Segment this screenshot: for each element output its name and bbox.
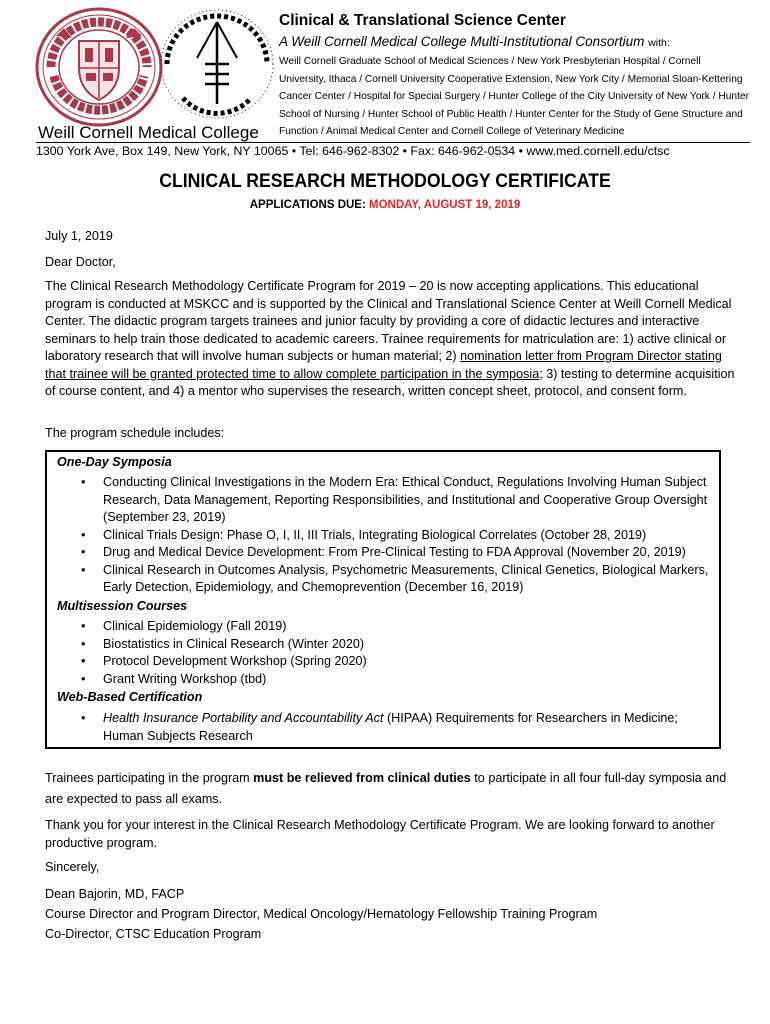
closing: Sincerely, [45, 860, 100, 874]
list-item: • Grant Writing Workshop (tbd) [47, 671, 712, 689]
due-date: MONDAY, AUGUST 19, 2019 [369, 199, 521, 211]
letter-date: July 1, 2019 [45, 229, 113, 243]
memorial-sloan-kettering-logo [157, 6, 277, 122]
weill-cornell-seal-logo [34, 6, 164, 128]
list-item: • Conducting Clinical Investigations in the Modern Era: Ethical Conduct, Regulations Involving Human Subject Research, Data Management, Reporting Responsibilities, and Institutional and Cooperative Group Oversight (September 23, 2019) [47, 474, 712, 527]
intro-underlined: nomination letter from Program Director stating that trainee will be granted protected time to allow complete participation in the symposia [45, 349, 722, 381]
list-item: • Clinical Trials Design: Phase O, I, II, III Trials, Integrating Biological Correlates (October 28, 2019) [47, 527, 712, 545]
letterhead-header [279, 10, 749, 141]
signer-title: Course Director and Program Director, Medical Oncology/Hematology Fellowship Training Program [45, 907, 598, 921]
program-schedule-box [45, 450, 721, 749]
trainees-bold: must be relieved from clinical duties [253, 771, 471, 785]
intro-paragraph [45, 278, 735, 401]
header-divider [36, 142, 750, 143]
intro-part-2: ; 3) testing to determine acquisition of course content, and 4) a mentor who supervises the research, written concept sheet, protocol, and consent form. [45, 366, 735, 398]
web-heading: Web-Based Certification [57, 690, 203, 704]
list-item [47, 710, 712, 745]
member-institutions: Weill Cornell Graduate School of Medical Sciences / New York Presbyterian Hospital / Cornell University, Ithaca / Cornell University Cooperative Extension, New York City / Memorial Sloan-Kettering Cancer Center / Hospital for Special Surgery / Hunter College of the City University of New York / Hunter School of Nursing / Hunter School of Public Health / Hunter Center for the Study of Gene Structure and Function / Animal Medical Center and Cornell College of Veterinary Medicine [279, 56, 749, 137]
trainees-part-1: Trainees participating in the program [45, 771, 254, 785]
trainees-paragraph [45, 768, 735, 810]
consortium-text: A Weill Cornell Medical College Multi-Institutional Consortium [279, 34, 645, 49]
salutation: Dear Doctor, [45, 255, 116, 269]
symposia-heading: One-Day Symposia [57, 455, 172, 469]
courses-list [47, 618, 712, 688]
with-label: with: [648, 37, 670, 49]
list-item: • Clinical Research in Outcomes Analysis, Psychometric Measurements, Clinical Genetics, Biological Markers, Early Detection, Epidemiology, and Chemoprevention (December 16, 2019) [47, 562, 712, 597]
list-item: • Clinical Epidemiology (Fall 2019) [47, 618, 712, 636]
institution-name: Weill Cornell Medical College [38, 123, 259, 142]
list-item: • Drug and Medical Device Development: From Pre-Clinical Testing to FDA Approval (November 20, 2019) [47, 544, 712, 562]
thanks-paragraph: Thank you for your interest in the Clinical Research Methodology Certificate Program. We are looking forward to another productive program. [45, 818, 715, 850]
trainees-part-2: to participate in all four full-day symposia and are expected to pass all exams. [45, 771, 727, 806]
signer-co-title: Co-Director, CTSC Education Program [45, 927, 262, 941]
hipaa-act-name: Health Insurance Portability and Accountability Act [103, 711, 384, 725]
consortium-subtitle [279, 34, 749, 49]
web-list [47, 710, 712, 745]
intro-part-1: The Clinical Research Methodology Certificate Program for 2019 – 20 is now accepting applications. This educational program is conducted at MSKCC and is supported by the Clinical and Translational Science Center at Weill Cornell Medical Center. The didactic program targets trainees and junior faculty by providing a core of didactic lectures and interactive seminars to help train those dedicated to academic careers. Trainee requirements for matriculation are: 1) active clinical or laboratory research that will involve human subjects or human material; 2) [45, 279, 732, 363]
document-title: CLINICAL RESEARCH METHODOLOGY CERTIFICATE [159, 171, 611, 192]
signer-name: Dean Bajorin, MD, FACP [45, 887, 185, 901]
hipaa-requirements: (HIPAA) Requirements for Researchers in Medicine; Human Subjects Research [103, 711, 678, 743]
list-item: • Biostatistics in Clinical Research (Winter 2020) [47, 636, 712, 654]
applications-due [0, 199, 770, 211]
due-label: APPLICATIONS DUE: [249, 199, 369, 211]
center-title: Clinical & Translational Science Center [279, 12, 566, 29]
schedule-intro: The program schedule includes: [45, 426, 225, 440]
list-item: • Protocol Development Workshop (Spring 2020) [47, 653, 712, 671]
contact-address: 1300 York Ave, Box 149, New York, NY 10065 • Tel: 646-962-8302 • Fax: 646-962-0534 • www.med.cornell.edu/ctsc [36, 144, 670, 158]
courses-heading: Multisession Courses [57, 599, 188, 613]
symposia-list [47, 474, 712, 597]
